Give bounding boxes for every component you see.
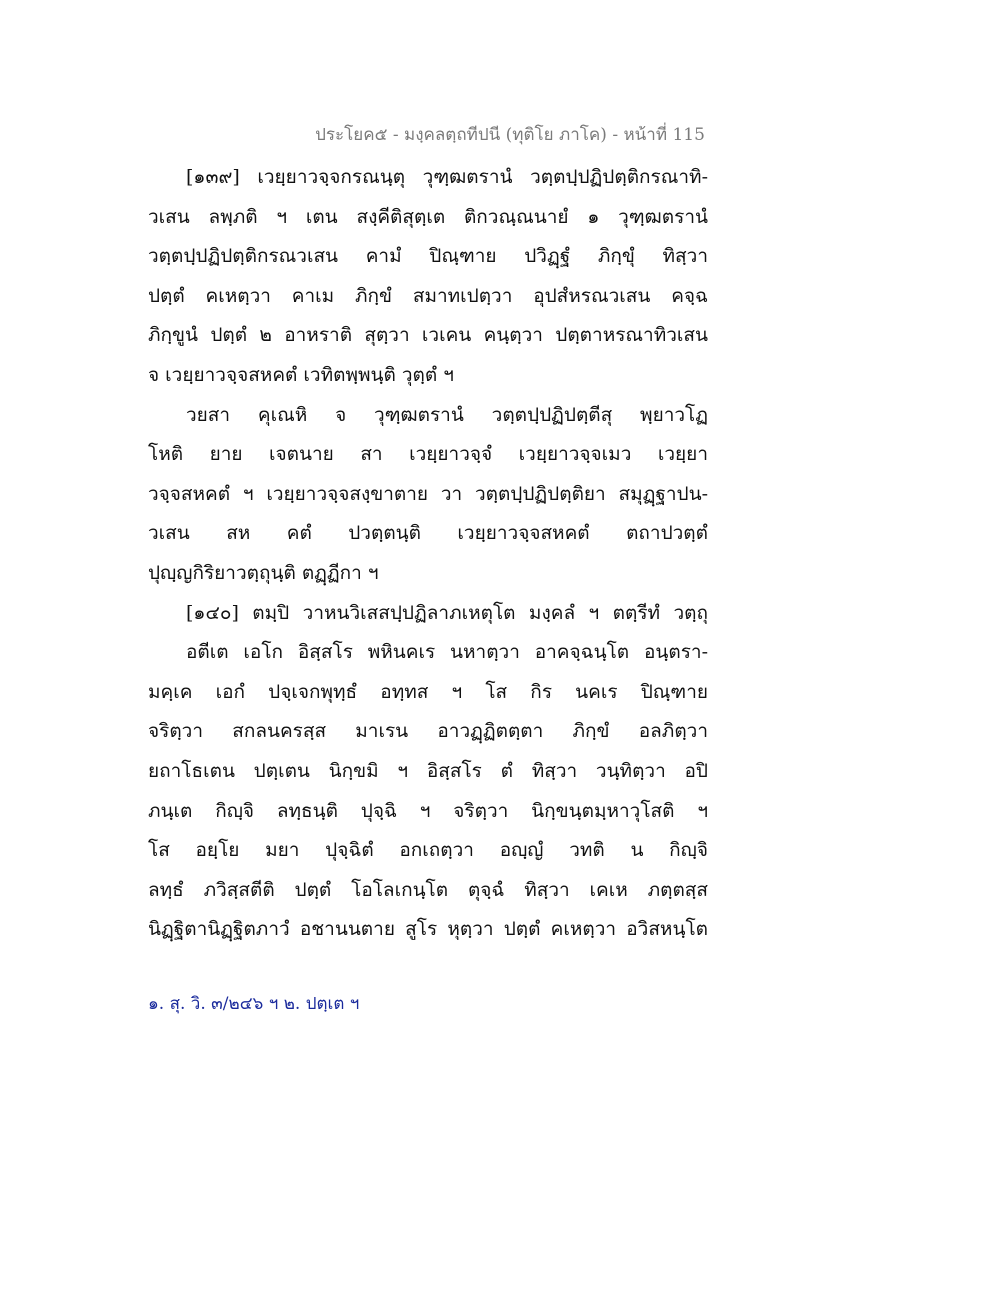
- paragraph-line: วยสา คุเณหิ จ วุฑฺฒตรานํ วตฺตปฺปฏิปตฺตีสุ พฺยาวโฏ: [186, 403, 708, 426]
- paragraph-line: [๑๔๐] ตมฺปิ วาหนวิเสสปฺปฏิลาภเหตุโต มงฺคลํ ฯ ตตฺรีทํ วตฺถุ: [186, 601, 708, 624]
- paragraph-line: มคฺเค เอกํ ปจฺเจกพุทฺธํ อทฺทส ฯ โส กิร นคเร ปิณฺฑาย: [148, 680, 708, 703]
- paragraph-line: ปตฺตํ คเหตฺวา คาเม ภิกฺขํ สมาทเปตฺวา อุปสํหรณวเสน คจฺฉ: [148, 284, 708, 307]
- paragraph-line: [๑๓๙] เวยฺยาวจฺจกรณนฺตุ วุฑฺฒตรานํ วตฺตปฺปฏิปตฺติกรณาทิ-: [186, 166, 708, 188]
- paragraph-line: โหติ ยาย เจตนาย สา เวยฺยาวจฺจํ เวยฺยาวจฺจเมว เวยฺยา: [148, 443, 708, 466]
- paragraph-line: ภนฺเต กิญฺจิ ลทฺธนฺติ ปุจฺฉิ ฯ จริตฺวา นิกฺขนฺตมฺหาวุโสติ ฯ: [148, 799, 708, 822]
- paragraph-line: ปุญฺญกิริยาวตฺถุนฺติ ตฏฺฏีกา ฯ: [148, 561, 379, 584]
- paragraph-line: จ เวยฺยาวจฺจสหคตํ เวทิตพฺพนฺติ วุตฺตํ ฯ: [148, 363, 454, 386]
- footnote: ๑. สุ. วิ. ๓/๒๔๖ ฯ ๒. ปตฺเต ฯ: [148, 994, 360, 1014]
- body-text: [148, 158, 708, 950]
- paragraph-line: นิฏฺฐิตานิฏฺฐิตภาวํ อชานนตาย สูโร หุตฺวา ปตฺตํ คเหตฺวา อวิสหนฺโต: [148, 918, 708, 941]
- paragraph-line: อตีเต เอโก อิสฺสโร พหินคเร นหาตฺวา อาคจฺฉนฺโต อนฺตรา-: [186, 641, 708, 664]
- paragraph-line: โส อยฺโย มยา ปุจฺฉิตํ อกเถตฺวา อญฺญํ วทติ น กิญฺจิ: [148, 839, 708, 862]
- paragraph-line: วเสน สห คตํ ปวตฺตนฺติ เวยฺยาวจฺจสหคตํ ตถาปวตฺตํ: [148, 522, 708, 545]
- paragraph-line: วเสน ลพฺภติ ฯ เตน สงฺคีติสุตฺเต ติกวณฺณนายํ ๑ วุฑฺฒตรานํ: [148, 205, 708, 228]
- paragraph-line: ยถาโธเตน ปตฺเตน นิกฺขมิ ฯ อิสฺสโร ตํ ทิสฺวา วนฺทิตฺวา อปิ: [148, 759, 708, 782]
- page-header: ประโยค๕ - มงฺคลตฺถทีปนี (ทุติโย ภาโค) - หน้าที่ 115: [315, 125, 705, 145]
- paragraph-line: วตฺตปฺปฏิปตฺติกรณวเสน คามํ ปิณฺฑาย ปวิฏฺฐํ ภิกฺขุํ ทิสฺวา: [148, 245, 708, 268]
- paragraph-line: วจฺจสหคตํ ฯ เวยฺยาวจฺจสงฺขาตาย วา วตฺตปฺปฏิปตฺติยา สมุฏฺฐาปน-: [148, 482, 708, 505]
- paragraph-line: ภิกฺขูนํ ปตฺตํ ๒ อาหราติ สุตฺวา เวเคน คนฺตฺวา ปตฺตาหรณาทิวเสน: [148, 324, 708, 347]
- paragraph-line: ลทฺธํ ภวิสฺสตีติ ปตฺตํ โอโลเกนฺโต ตุจฺฉํ ทิสฺวา เคเห ภตฺตสฺส: [148, 878, 708, 901]
- paragraph-line: จริตฺวา สกลนครสฺส มาเรน อาวฏฺฏิตตฺตา ภิกฺขํ อลภิตฺวา: [148, 720, 708, 743]
